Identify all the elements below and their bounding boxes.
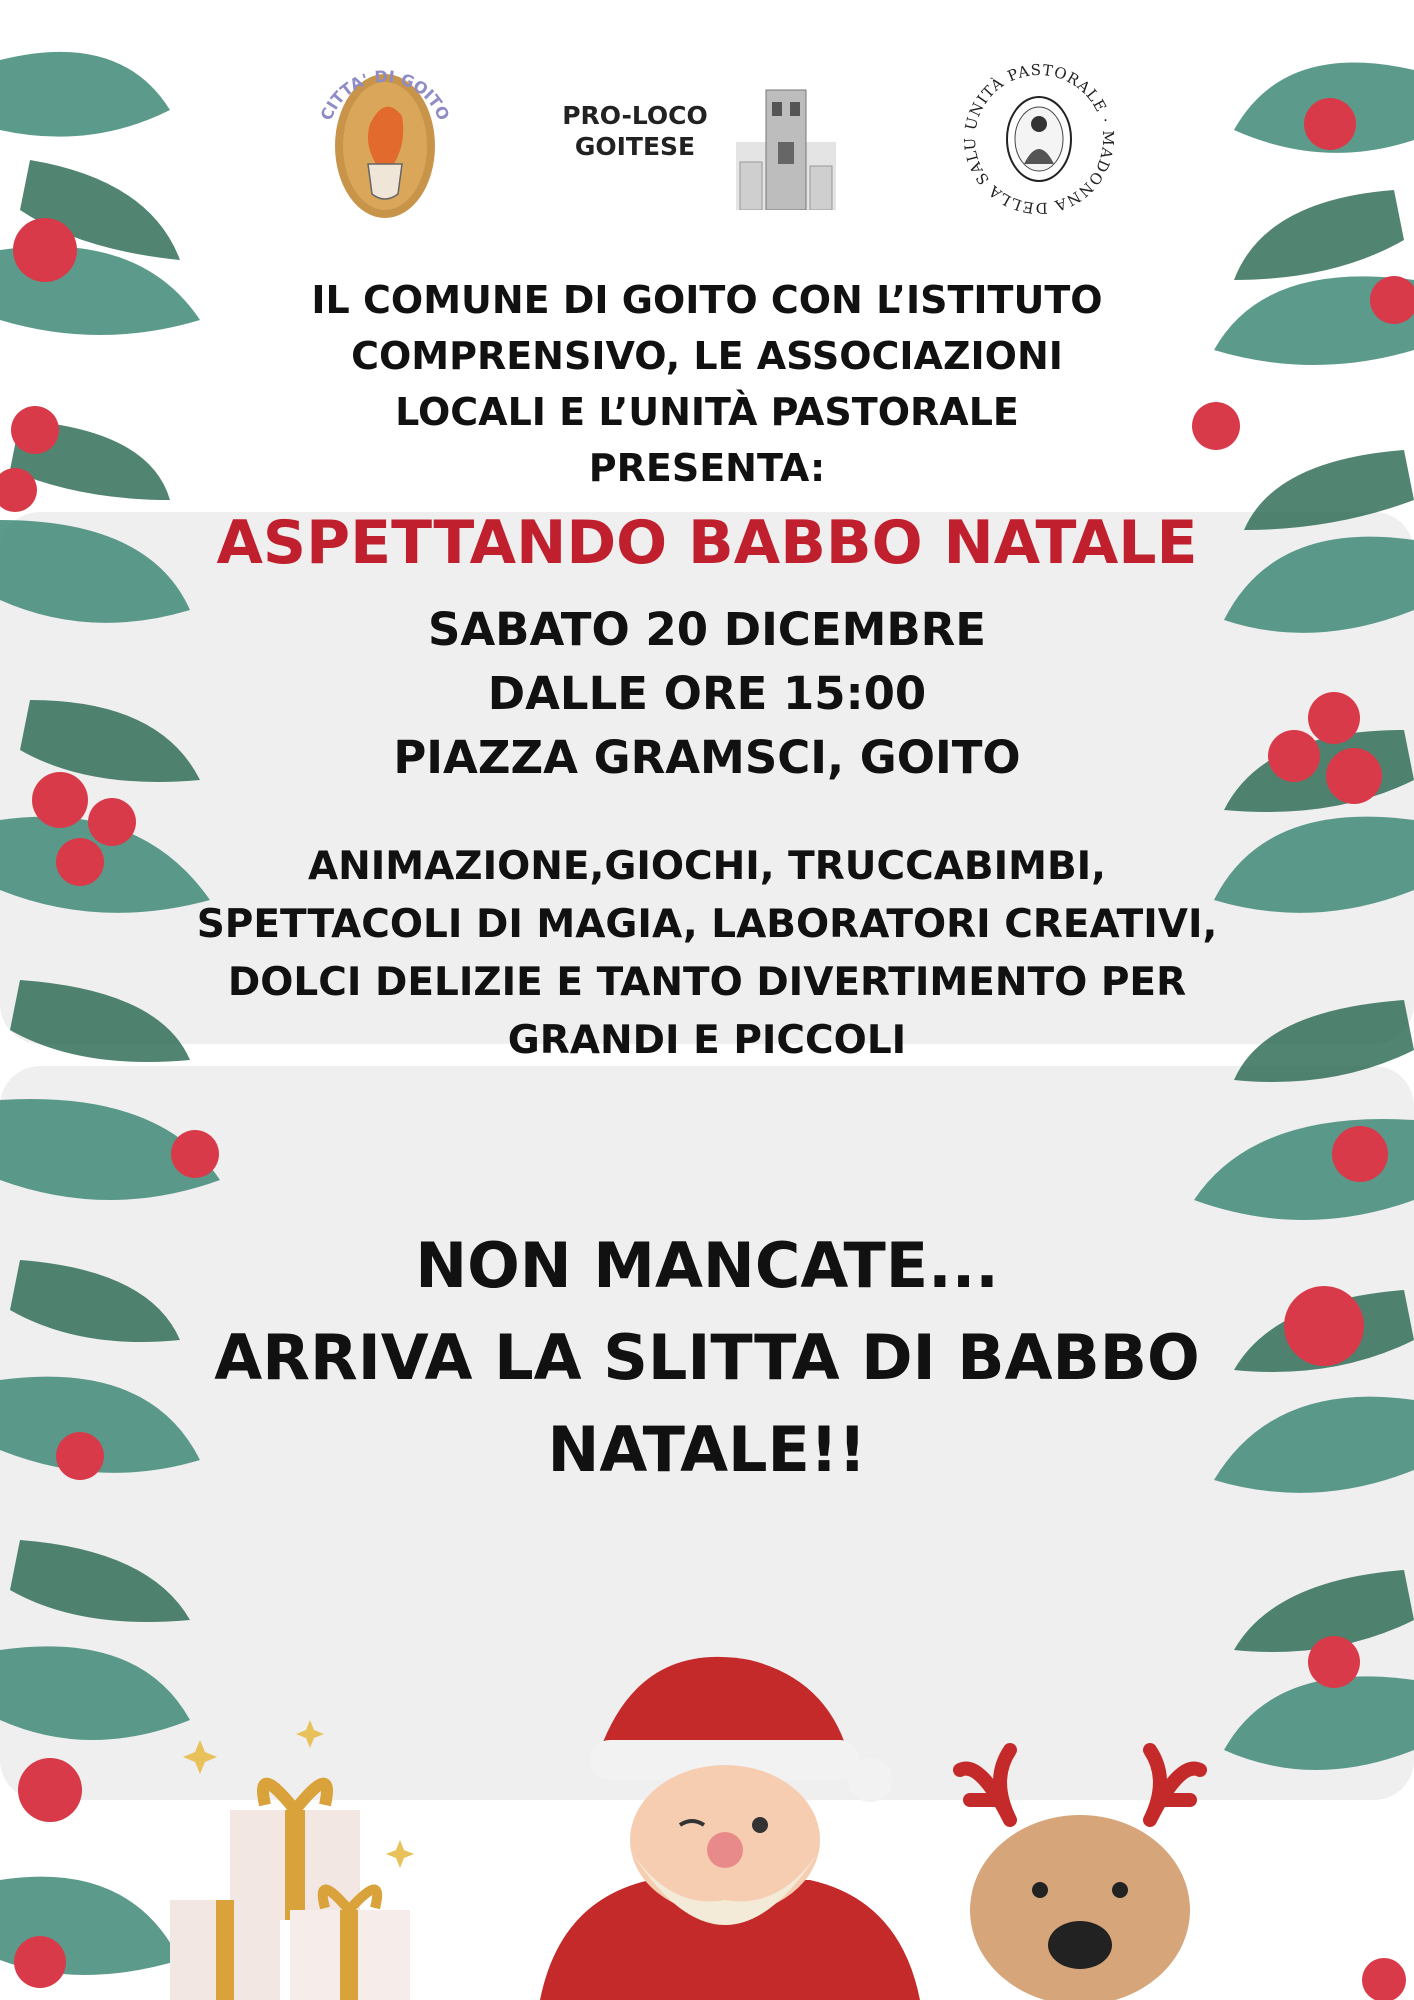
tower-icon [736, 82, 836, 210]
closing-line-3: NATALE!! [547, 1413, 867, 1486]
event-title: ASPETTANDO BABBO NATALE [216, 508, 1198, 578]
activities-line-2: SPETTACOLI DI MAGIA, LABORATORI CREATIVI, [196, 902, 1218, 947]
closing-text [0, 1220, 1414, 1496]
unita-pastorale-seal [954, 54, 1124, 224]
reindeer-icon [950, 1740, 1230, 2000]
gift-boxes-icon [140, 1720, 460, 2000]
citta-di-goito-logo [310, 54, 460, 224]
pro-loco-goitese-logo [560, 100, 710, 180]
closing-line-1: NON MANCATE... [415, 1229, 999, 1302]
event-time: DALLE ORE 15:00 [487, 667, 927, 720]
event-date: SABATO 20 DICEMBRE [427, 603, 987, 656]
event-location: PIAZZA GRAMSCI, GOITO [393, 731, 1021, 784]
event-details [0, 598, 1414, 790]
intro-text [0, 272, 1414, 496]
svg-text:UNITÀ PASTORALE · MADONNA DELL: UNITÀ PASTORALE · MADONNA DELLA SALU [960, 60, 1118, 218]
activities-line-4: GRANDI E PICCOLI [507, 1018, 907, 1063]
intro-line-2: COMPRENSIVO, LE ASSOCIAZIONI [351, 334, 1063, 378]
intro-line-3: LOCALI E L’UNITÀ PASTORALE [395, 390, 1019, 434]
pro-loco-line-2: GOITESE [574, 132, 696, 161]
pro-loco-line-1: PRO-LOCO [562, 101, 708, 130]
intro-line-1: IL COMUNE DI GOITO CON L’ISTITUTO [311, 278, 1103, 322]
activities-line-1: ANIMAZIONE,GIOCHI, TRUCCABIMBI, [307, 844, 1107, 889]
activities-line-3: DOLCI DELIZIE E TANTO DIVERTIMENTO PER [227, 960, 1187, 1005]
activities-text [0, 838, 1414, 1070]
svg-text:CITTA' DI GOITO: CITTA' DI GOITO [316, 66, 454, 124]
santa-claus-icon [520, 1640, 940, 2000]
closing-line-2: ARRIVA LA SLITTA DI BABBO [214, 1321, 1200, 1394]
intro-line-4: PRESENTA: [588, 446, 826, 490]
